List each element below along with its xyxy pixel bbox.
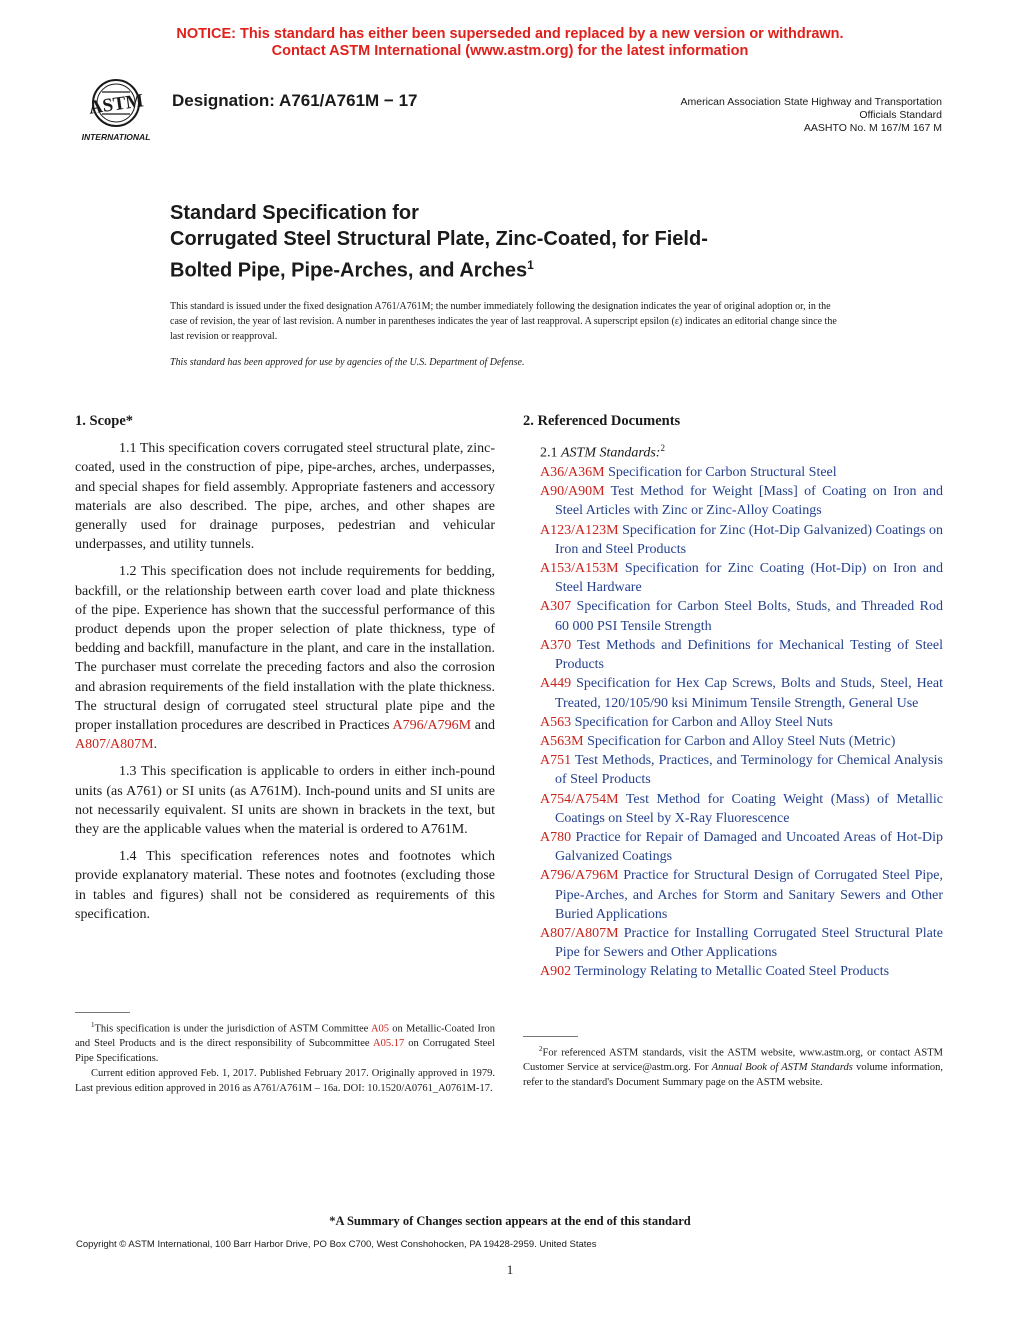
reference-item — [540, 559, 943, 597]
reference-code-link[interactable]: A751 — [540, 753, 572, 769]
summary-of-changes-note: *A Summary of Changes section appears at the end of this standard — [329, 1214, 691, 1228]
link-a807[interactable]: A807/A807M — [75, 737, 154, 753]
reference-title: Test Method for Coating Weight (Mass) of Metallic Coatings on Steel by X-Ray Fluorescence — [555, 791, 943, 826]
notice-line-1: NOTICE: This standard has either been superseded and replaced by a new version or withdrawn. — [176, 26, 844, 42]
reference-list — [523, 463, 943, 981]
reference-title: Test Methods, Practices, and Terminology for Chemical Analysis of Steel Products — [555, 753, 943, 788]
copyright: Copyright © ASTM International, 100 Barr Harbor Drive, PO Box C700, West Conshohocken, PA 19428-2959. United States — [76, 1239, 597, 1250]
document-title — [170, 200, 870, 284]
reference-item — [540, 463, 943, 482]
reference-item — [540, 828, 943, 866]
reference-code-link[interactable]: A123/A123M — [540, 522, 619, 538]
title-footnote-mark: 1 — [527, 258, 534, 272]
notice-line-2: Contact ASTM International (www.astm.org) for the latest information — [271, 43, 749, 59]
title-line-1: Standard Specification for — [170, 202, 419, 224]
intro-block — [170, 299, 850, 370]
reference-code-link[interactable]: A563 — [540, 714, 572, 730]
designation: Designation: A761/A761M − 17 — [172, 91, 418, 110]
reference-item — [540, 732, 943, 751]
reference-item — [540, 636, 943, 674]
reference-code-link[interactable]: A780 — [540, 829, 572, 845]
reference-title: Practice for Structural Design of Corrugated Steel Pipe, Pipe-Arches, and Arches for Storm and Sanitary Sewers and Other Buried Applications — [555, 868, 943, 922]
astm-logo — [72, 76, 162, 144]
footnote-divider — [75, 1012, 130, 1013]
scope-para-1-2: 1.2 This specification does not include requirements for bedding, backfill, or the relationship between earth cover load and plate thickness of the pipe. Experience has shown that the successful performance of this product depends upon the proper selection of plate thickness, type of bedding and backfill, manufacture in the plant, and care in the installation. The purchaser must correlate the preceding factors and also the corrosion and abrasion requirements of the field installation with the plate thickness. The structural design of corrugated steel structural plate pipe and the proper installation procedures are described in Practices A796/A796M and A807/A807M. — [75, 564, 496, 753]
reference-code-link[interactable]: A36/A36M — [540, 465, 605, 481]
reference-item — [540, 597, 943, 635]
reference-item — [540, 790, 943, 828]
title-line-2: Corrugated Steel Structural Plate, Zinc-Coated, for Field- — [170, 228, 708, 250]
scope-heading: 1. Scope* — [75, 413, 133, 429]
reference-item — [540, 751, 943, 789]
scope-para-1-3: 1.3 This specification is applicable to orders in either inch-pound units (as A761) or SI units (as A761M). Inch-pound units and SI units are not necessarily equivalent. SI units are shown in brackets in the text, but they are the applicable values when the material is ordered to A761M. — [75, 764, 495, 838]
reference-title: Specification for Zinc (Hot-Dip Galvanized) Coatings on Iron and Steel Products — [555, 522, 943, 557]
reference-code-link[interactable]: A796/A796M — [540, 868, 619, 884]
footnote-2 — [523, 1036, 943, 1091]
reference-code-link[interactable]: A90/A90M — [540, 484, 605, 500]
reference-code-link[interactable]: A370 — [540, 637, 572, 653]
reference-title: Test Methods and Definitions for Mechanical Testing of Steel Products — [555, 637, 943, 673]
reference-code-link[interactable]: A449 — [540, 676, 572, 692]
footnote-1-edition: Current edition approved Feb. 1, 2017. Published February 2017. Originally approved in 1979. Last previous edition approved in 2016 as A761/A761M – 16a. DOI: 10.1520/A0761_A0761M-17. — [75, 1067, 495, 1094]
logo-international-text: INTERNATIONAL — [81, 132, 151, 142]
refdocs-subheading: 2.1 ASTM Standards:$^2$ — [540, 443, 665, 461]
link-a05-17[interactable]: A05.17 — [372, 1038, 405, 1050]
dod-statement: This standard has been approved for use by agencies of the U.S. Department of Defense. — [170, 357, 525, 368]
reference-title: Test Method for Weight [Mass] of Coating on Iron and Steel Articles with Zinc or Zinc-Alloy Coatings — [555, 484, 943, 519]
footnote-1-text: $^1$This specification is under the jurisdiction of ASTM Committee A05 on Metallic-Coated Iron and Steel Products and is the direct responsibility of Subcommittee A05.17 on Corrugated Steel Pipe Specifications. — [75, 1021, 495, 1065]
reference-title: Terminology Relating to Metallic Coated Steel Products — [571, 964, 890, 980]
footnote-1 — [75, 1012, 495, 1096]
astm-logo-icon — [72, 76, 162, 144]
aashto-block — [681, 96, 942, 135]
page-number: 1 — [506, 1262, 514, 1277]
link-a796[interactable]: A796/A796M — [392, 718, 472, 734]
reference-item — [540, 674, 943, 712]
reference-code-link[interactable]: A563M — [540, 733, 584, 749]
scope-para-1-4: 1.4 This specification references notes and footnotes which provide explanatory material. These notes and footnotes (excluding those in tables and figures) shall not be considered as requirements of this specification. — [75, 849, 495, 922]
reference-item — [540, 962, 943, 981]
footnote-2-text: $^2$For referenced ASTM standards, visit the ASTM website, www.astm.org, or contact ASTM Customer Service at service@astm.org. For Annual Book of ASTM Standards volume information, refer to the standard's Document Summary page on the ASTM website. — [523, 1045, 943, 1089]
title-line-3: Bolted Pipe, Pipe-Arches, and Arches$^1$ — [170, 258, 534, 282]
reference-item — [540, 924, 943, 962]
reference-title: Specification for Carbon Steel Bolts, Studs, and Threaded Rod 60 000 PSI Tensile Strength — [555, 599, 943, 634]
svg-text:ASTM: ASTM — [87, 90, 145, 119]
reference-item — [540, 482, 943, 520]
reference-title: Specification for Carbon and Alloy Steel Nuts (Metric) — [583, 733, 896, 749]
reference-title: Practice for Installing Corrugated Steel Structural Plate Pipe for Sewers and Other Applications — [555, 925, 943, 961]
aashto-line-3: AASHTO No. M 167/M 167 M — [803, 122, 942, 134]
reference-title: Specification for Carbon and Alloy Steel Nuts — [571, 714, 833, 730]
reference-title: Specification for Carbon Structural Steel — [604, 465, 837, 481]
reference-item — [540, 521, 943, 559]
issued-statement: This standard is issued under the fixed designation A761/A761M; the number immediately following the designation indicates the year of original adoption or, in the case of revision, the year of last revision. A number in parentheses indicates the year of last reapproval. A superscript epsilon (ε) indicates an editorial change since the last revision or reapproval. — [170, 301, 837, 342]
aashto-line-1: American Association State Highway and Transportation — [680, 96, 942, 108]
reference-title: Specification for Hex Cap Screws, Bolts and Studs, Steel, Heat Treated, 120/105/90 ksi Minimum Tensile Strength, General Use — [555, 676, 943, 711]
reference-item — [540, 713, 943, 732]
left-column — [75, 412, 495, 932]
reference-code-link[interactable]: A902 — [540, 964, 572, 980]
aashto-line-2: Officials Standard — [859, 109, 942, 121]
link-a05[interactable]: A05 — [370, 1023, 390, 1035]
reference-code-link[interactable]: A754/A754M — [540, 791, 619, 807]
scope-para-1-1: 1.1 This specification covers corrugated steel structural plate, zinc-coated, used in the construction of pipe, pipe-arches, arches, underpasses, and special shapes for field assembly. Appropriate fasteners and accessory materials are also described. The pipe, arches, and other shapes are generally used for drainage purposes, pedestrian and vehicular underpasses, and utility tunnels. — [75, 441, 495, 553]
notice-banner — [0, 26, 1020, 60]
reference-item — [540, 866, 943, 924]
reference-title: Practice for Repair of Damaged and Uncoated Areas of Hot-Dip Galvanized Coatings — [555, 829, 943, 865]
footnote-divider-2 — [523, 1036, 578, 1037]
reference-code-link[interactable]: A807/A807M — [540, 925, 619, 941]
reference-title: Specification for Zinc Coating (Hot-Dip) on Iron and Steel Hardware — [555, 561, 943, 596]
reference-code-link[interactable]: A153/A153M — [540, 561, 619, 577]
reference-code-link[interactable]: A307 — [540, 599, 572, 615]
right-column — [523, 412, 943, 982]
refdocs-heading: 2. Referenced Documents — [523, 413, 681, 429]
